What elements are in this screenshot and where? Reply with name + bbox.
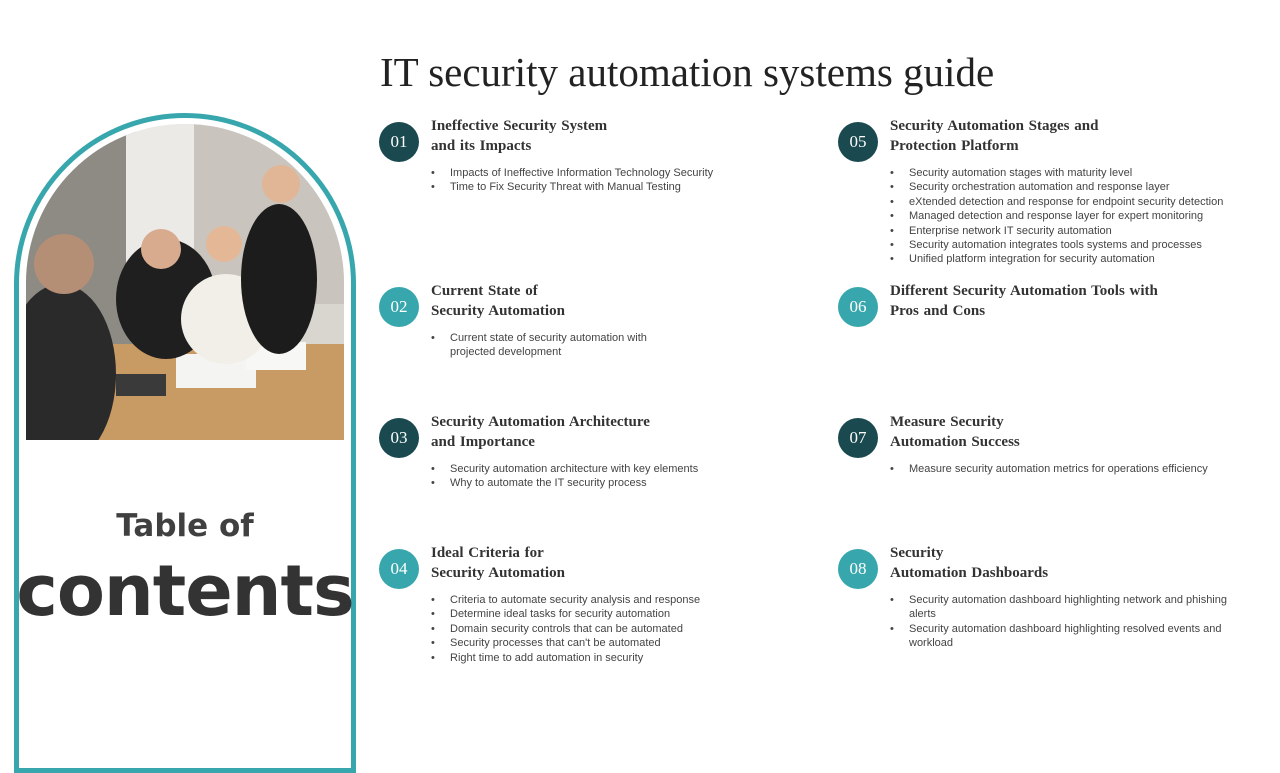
bullet: • Security automation integrates tools systems and processes — [890, 238, 1275, 252]
bullet: • Right time to add automation in security — [431, 651, 791, 665]
bullet: • eXtended detection and response for endpoint security detection — [890, 195, 1275, 209]
item-number-badge: 07 — [838, 418, 878, 458]
item-number-badge: 03 — [379, 418, 419, 458]
item-number-badge: 06 — [838, 287, 878, 327]
bullet: • Security automation dashboard highlighting network and phishing alerts — [890, 593, 1230, 622]
toc-heading-line1: Table of — [116, 508, 254, 544]
item-number-badge: 05 — [838, 122, 878, 162]
item-number-badge: 01 — [379, 122, 419, 162]
bullet: • Time to Fix Security Threat with Manual Testing — [431, 180, 791, 194]
bullet: • Security automation dashboard highlighting resolved events and workload — [890, 622, 1230, 651]
bullet: • Domain security controls that can be automated — [431, 622, 791, 636]
item-title: Measure Security Automation Success — [890, 414, 1020, 450]
item-title: Current State of Security Automation — [431, 283, 565, 319]
bullet: • Current state of security automation with projected development — [431, 331, 686, 360]
bullet: • Enterprise network IT security automation — [890, 224, 1275, 238]
bullet: • Determine ideal tasks for security automation — [431, 607, 791, 621]
item-bullets — [431, 593, 791, 665]
item-title: Ineffective Security System and its Impacts — [431, 118, 608, 154]
bullet: • Managed detection and response layer for expert monitoring — [890, 209, 1275, 223]
bullet: • Unified platform integration for security automation — [890, 252, 1275, 266]
item-number-badge: 02 — [379, 287, 419, 327]
item-title: Different Security Automation Tools with Pros and Cons — [890, 283, 1158, 319]
page-title: IT security automation systems guide — [380, 49, 995, 95]
item-title: Security Automation Stages and Protection Platform — [890, 118, 1099, 154]
bullet: • Security processes that can't be automated — [431, 636, 791, 650]
item-title: Ideal Criteria for Security Automation — [431, 545, 565, 581]
item-number-badge: 08 — [838, 549, 878, 589]
item-number-badge: 04 — [379, 549, 419, 589]
item-title: Security Automation Dashboards — [890, 545, 1049, 581]
toc-heading-line2: contents — [16, 550, 354, 632]
bullet: • Security automation stages with maturity level — [890, 166, 1275, 180]
bullet: • Security automation architecture with key elements — [431, 462, 791, 476]
item-bullets — [890, 166, 1275, 267]
item-bullets — [431, 462, 791, 491]
item-bullets — [431, 166, 791, 195]
item-title: Security Automation Architecture and Importance — [431, 414, 650, 450]
bullet: • Security orchestration automation and response layer — [890, 180, 1275, 194]
item-bullets — [890, 462, 1275, 476]
bullet: • Why to automate the IT security process — [431, 476, 791, 490]
item-bullets — [431, 331, 686, 360]
bullet: • Measure security automation metrics for operations efficiency — [890, 462, 1275, 476]
item-bullets — [890, 593, 1230, 651]
meeting-photo — [26, 124, 344, 440]
bullet: • Impacts of Ineffective Information Technology Security — [431, 166, 791, 180]
bullet: • Criteria to automate security analysis and response — [431, 593, 791, 607]
